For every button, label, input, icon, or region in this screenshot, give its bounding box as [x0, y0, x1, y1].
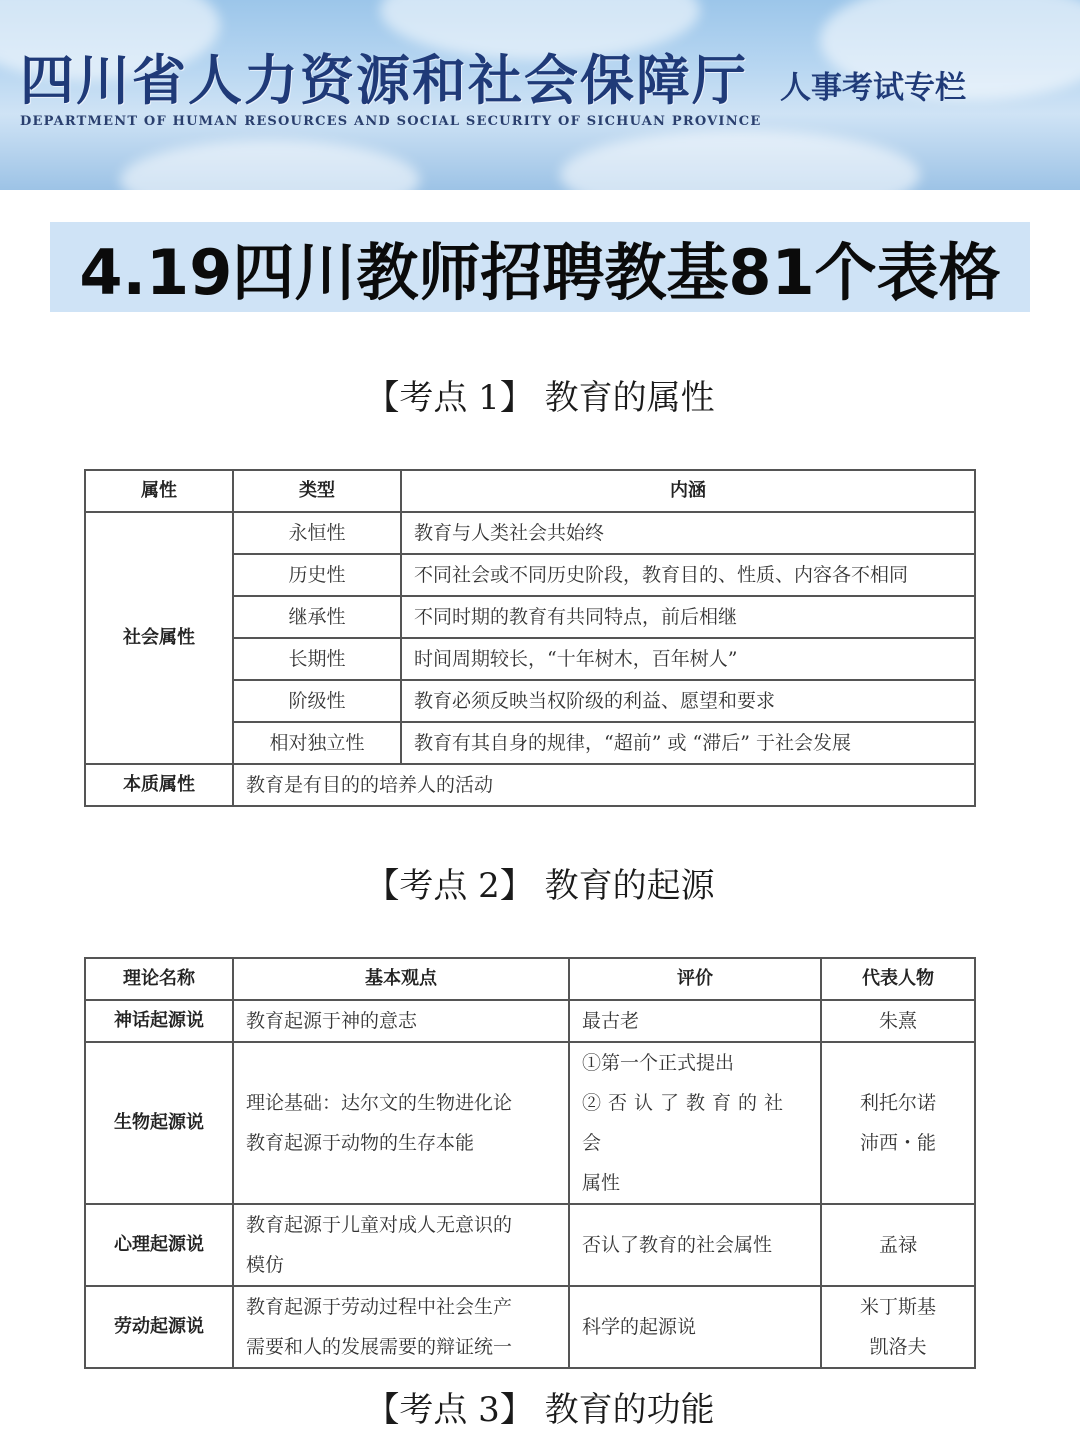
education-attributes-table — [84, 469, 976, 807]
person-name: 沛西・能 — [859, 1132, 936, 1154]
table-row — [85, 512, 975, 554]
table-row — [85, 1000, 975, 1042]
evaluation-line: 最古老 — [582, 1010, 640, 1032]
header-banner — [0, 0, 1080, 190]
people-cell — [821, 1000, 975, 1042]
type-cell: 继承性 — [233, 596, 401, 638]
type-cell: 相对独立性 — [233, 722, 401, 764]
meaning-cell: 教育有其自身的规律，“超前” 或 “滞后” 于社会发展 — [401, 722, 975, 764]
meaning-cell: 不同时期的教育有共同特点，前后相继 — [401, 596, 975, 638]
table-row — [85, 1204, 975, 1286]
people-cell — [821, 1042, 975, 1204]
table-row — [85, 1042, 975, 1204]
view-line: 教育起源于劳动过程中社会生产 — [246, 1296, 513, 1318]
header-cell: 基本观点 — [233, 958, 569, 1000]
education-origin-table — [84, 957, 976, 1369]
people-cell — [821, 1204, 975, 1286]
view-line: 模仿 — [246, 1254, 285, 1276]
person-name: 米丁斯基 — [859, 1296, 936, 1318]
view-cell — [233, 1286, 569, 1368]
evaluation-line: ①第一个正式提出 — [582, 1052, 735, 1074]
meaning-cell: 教育与人类社会共始终 — [401, 512, 975, 554]
person-name: 朱熹 — [878, 1010, 917, 1032]
header-cell: 类型 — [233, 470, 401, 512]
page-headline: 4.19四川教师招聘教基81个表格 — [50, 222, 1030, 312]
theory-name-cell: 心理起源说 — [85, 1204, 233, 1286]
evaluation-line: ②否认了教育的社会 — [582, 1092, 791, 1154]
section2-title: 【考点 2】 教育的起源 — [365, 866, 715, 906]
evaluation-line: 科学的起源说 — [582, 1316, 697, 1338]
evaluation-line: 属性 — [582, 1172, 621, 1194]
view-line: 需要和人的发展需要的辩证统一 — [246, 1336, 513, 1358]
theory-name-cell: 神话起源说 — [85, 1000, 233, 1042]
evaluation-cell — [569, 1042, 821, 1204]
person-name: 利托尔诺 — [859, 1092, 936, 1114]
meaning-cell: 时间周期较长，“十年树木，百年树人” — [401, 638, 975, 680]
view-cell — [233, 1000, 569, 1042]
type-cell: 阶级性 — [233, 680, 401, 722]
header-cell: 评价 — [569, 958, 821, 1000]
table-row — [85, 764, 975, 806]
evaluation-line: 否认了教育的社会属性 — [582, 1234, 773, 1256]
person-name: 孟禄 — [878, 1234, 917, 1256]
header-cell: 属性 — [85, 470, 233, 512]
type-cell: 永恒性 — [233, 512, 401, 554]
essence-meaning-cell: 教育是有目的的培养人的活动 — [233, 764, 975, 806]
department-subtitle: DEPARTMENT OF HUMAN RESOURCES AND SOCIAL SECURITY OF SICHUAN PROVINCE — [20, 114, 762, 129]
department-title: 四川省人力资源和社会保障厅 — [20, 49, 748, 112]
essence-attribute-cell: 本质属性 — [85, 764, 233, 806]
person-name: 凯洛夫 — [869, 1336, 927, 1358]
view-cell — [233, 1042, 569, 1204]
evaluation-cell — [569, 1204, 821, 1286]
view-line: 教育起源于儿童对成人无意识的 — [246, 1214, 513, 1236]
type-cell: 历史性 — [233, 554, 401, 596]
view-line: 教育起源于动物的生存本能 — [246, 1132, 475, 1154]
table-header-row — [85, 958, 975, 1000]
header-cell: 内涵 — [401, 470, 975, 512]
meaning-cell: 不同社会或不同历史阶段，教育目的、性质、内容各不相同 — [401, 554, 975, 596]
evaluation-cell — [569, 1000, 821, 1042]
table-header-row — [85, 470, 975, 512]
view-line: 理论基础：达尔文的生物进化论 — [246, 1092, 513, 1114]
view-line: 教育起源于神的意志 — [246, 1010, 418, 1032]
header-cell: 代表人物 — [821, 958, 975, 1000]
meaning-cell: 教育必须反映当权阶级的利益、愿望和要求 — [401, 680, 975, 722]
section1-title: 【考点 1】 教育的属性 — [365, 378, 715, 418]
exam-column-label: 人事考试专栏 — [780, 70, 966, 106]
theory-name-cell: 生物起源说 — [85, 1042, 233, 1204]
header-cell: 理论名称 — [85, 958, 233, 1000]
type-cell: 长期性 — [233, 638, 401, 680]
theory-name-cell: 劳动起源说 — [85, 1286, 233, 1368]
social-attribute-cell: 社会属性 — [85, 512, 233, 764]
table-row — [85, 1286, 975, 1368]
people-cell — [821, 1286, 975, 1368]
evaluation-cell — [569, 1286, 821, 1368]
view-cell — [233, 1204, 569, 1286]
section3-title: 【考点 3】 教育的功能 — [365, 1390, 715, 1430]
